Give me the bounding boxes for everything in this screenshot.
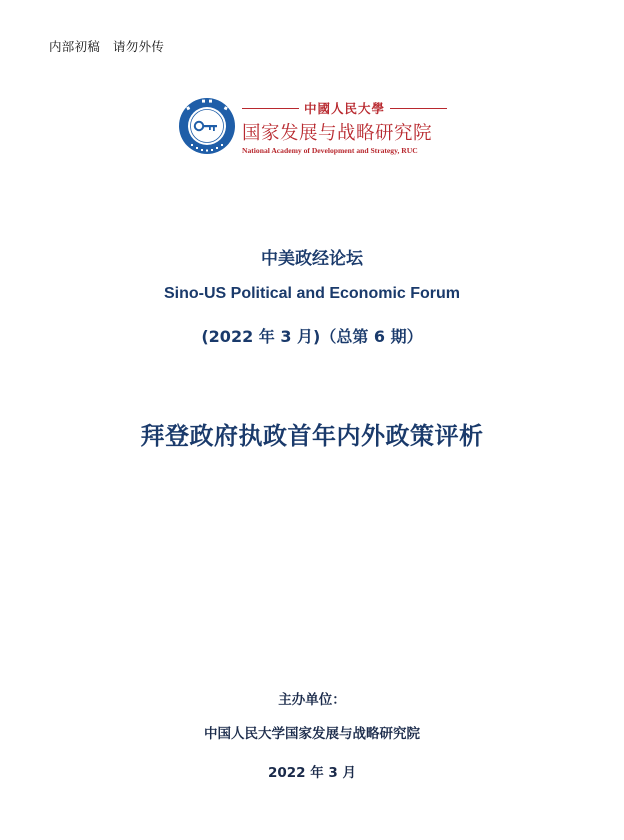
- confidential-note: 内部初稿 请勿外传: [49, 39, 165, 54]
- forum-name-en: Sino-US Political and Economic Forum: [163, 285, 461, 302]
- university-line: [242, 99, 447, 117]
- university-name: 中國人民大學: [304, 101, 386, 116]
- host-label: 主办单位：: [278, 692, 346, 708]
- forum-name-cn: 中美政经论坛: [261, 249, 363, 269]
- institute-name-en: National Academy of Development and Strategy, RUC: [242, 146, 418, 155]
- logo-text: [242, 99, 447, 155]
- think-tank-seal-icon: [178, 97, 236, 155]
- host-organization: 中国人民大学国家发展与战略研究院: [204, 726, 420, 742]
- issue-number: (2022 年 3 月)（总第 6 期）: [201, 327, 423, 346]
- divider: [390, 108, 447, 109]
- divider: [242, 108, 299, 109]
- institute-logo: [178, 97, 448, 169]
- institute-name-cn: 国家发展与战略研究院: [242, 123, 433, 144]
- report-title: 拜登政府执政首年内外政策评析: [140, 422, 484, 450]
- publication-date: 2022 年 3 月: [267, 765, 357, 781]
